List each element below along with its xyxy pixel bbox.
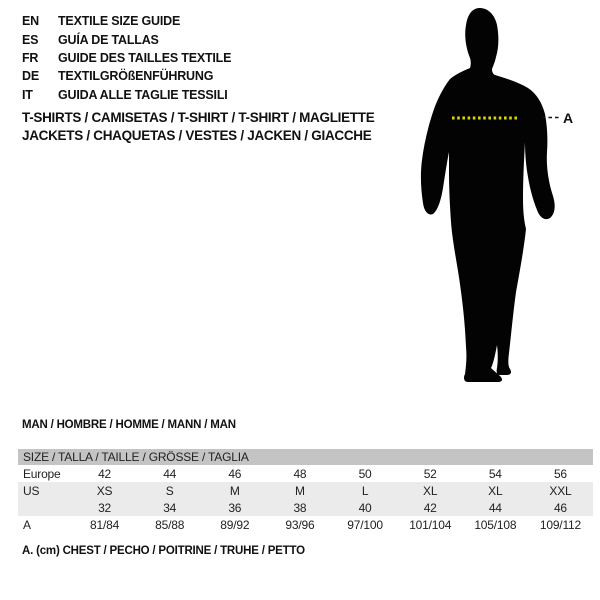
size-value: 38 (293, 500, 307, 515)
language-label: TEXTILE SIZE GUIDE (58, 14, 181, 29)
size-value: 44 (163, 466, 177, 481)
table-row (18, 482, 593, 499)
size-value: 54 (488, 466, 502, 481)
size-value: XS (96, 483, 113, 498)
table-row (18, 499, 593, 516)
language-label: GUIDA ALLE TAGLIE TESSILI (58, 87, 228, 102)
product-line: JACKETS / CHAQUETAS / VESTES / JACKEN / GIACCHE (22, 127, 372, 143)
language-code: FR (22, 50, 39, 65)
size-value: XL (488, 483, 503, 498)
measure-label-a: A (563, 110, 574, 126)
size-value: 52 (423, 466, 437, 481)
size-value: 46 (553, 500, 567, 515)
size-table (18, 449, 593, 533)
size-value: 32 (98, 500, 112, 515)
measurement-footnote: A. (cm) CHEST / PECHO / POITRINE / TRUHE / PETTO (22, 545, 305, 557)
size-value: 97/100 (347, 517, 383, 532)
language-code: EN (22, 14, 39, 29)
language-code: IT (22, 87, 33, 102)
language-code: ES (22, 32, 39, 47)
table-row (18, 516, 593, 533)
size-value: S (165, 483, 174, 498)
size-value: 56 (553, 466, 567, 481)
section-title: MAN / HOMBRE / HOMME / MANN / MAN (22, 419, 236, 431)
language-label: GUÍA DE TALLAS (58, 32, 159, 47)
size-value: 101/104 (409, 517, 452, 532)
size-value: 44 (488, 500, 502, 515)
size-value: 105/108 (474, 517, 517, 532)
size-value: 34 (163, 500, 177, 515)
size-value: XXL (549, 483, 572, 498)
size-value: 42 (423, 500, 437, 515)
size-value: 85/88 (155, 517, 185, 532)
size-system-label: Europe (23, 466, 61, 481)
size-value: 93/96 (285, 517, 315, 532)
product-line: T-SHIRTS / CAMISETAS / T-SHIRT / T-SHIRT / MAGLIETTE (22, 110, 375, 125)
size-system-label: A (23, 517, 31, 532)
size-value: M (229, 483, 240, 498)
size-value: 109/112 (539, 517, 581, 532)
size-value: 89/92 (220, 517, 250, 532)
size-system-label: US (23, 483, 40, 498)
size-value: 81/84 (90, 517, 120, 532)
size-value: 48 (293, 466, 307, 481)
size-value: M (295, 483, 305, 498)
language-label: GUIDE DES TAILLES TEXTILE (58, 50, 232, 65)
size-table-body (18, 465, 593, 533)
size-value: 36 (228, 500, 242, 515)
size-value: 46 (228, 466, 242, 481)
size-table-header: SIZE / TALLA / TAILLE / GRÖSSE / TAGLIA (18, 449, 593, 465)
size-value: 40 (358, 500, 372, 515)
size-value: 42 (98, 466, 112, 481)
size-value: XL (423, 483, 438, 498)
size-value: 50 (358, 466, 372, 481)
language-code: DE (22, 69, 39, 84)
man-silhouette (421, 8, 555, 382)
language-label: TEXTILGRÖßENFÜHRUNG (58, 69, 214, 84)
size-value: L (361, 483, 369, 498)
table-row (18, 465, 593, 482)
